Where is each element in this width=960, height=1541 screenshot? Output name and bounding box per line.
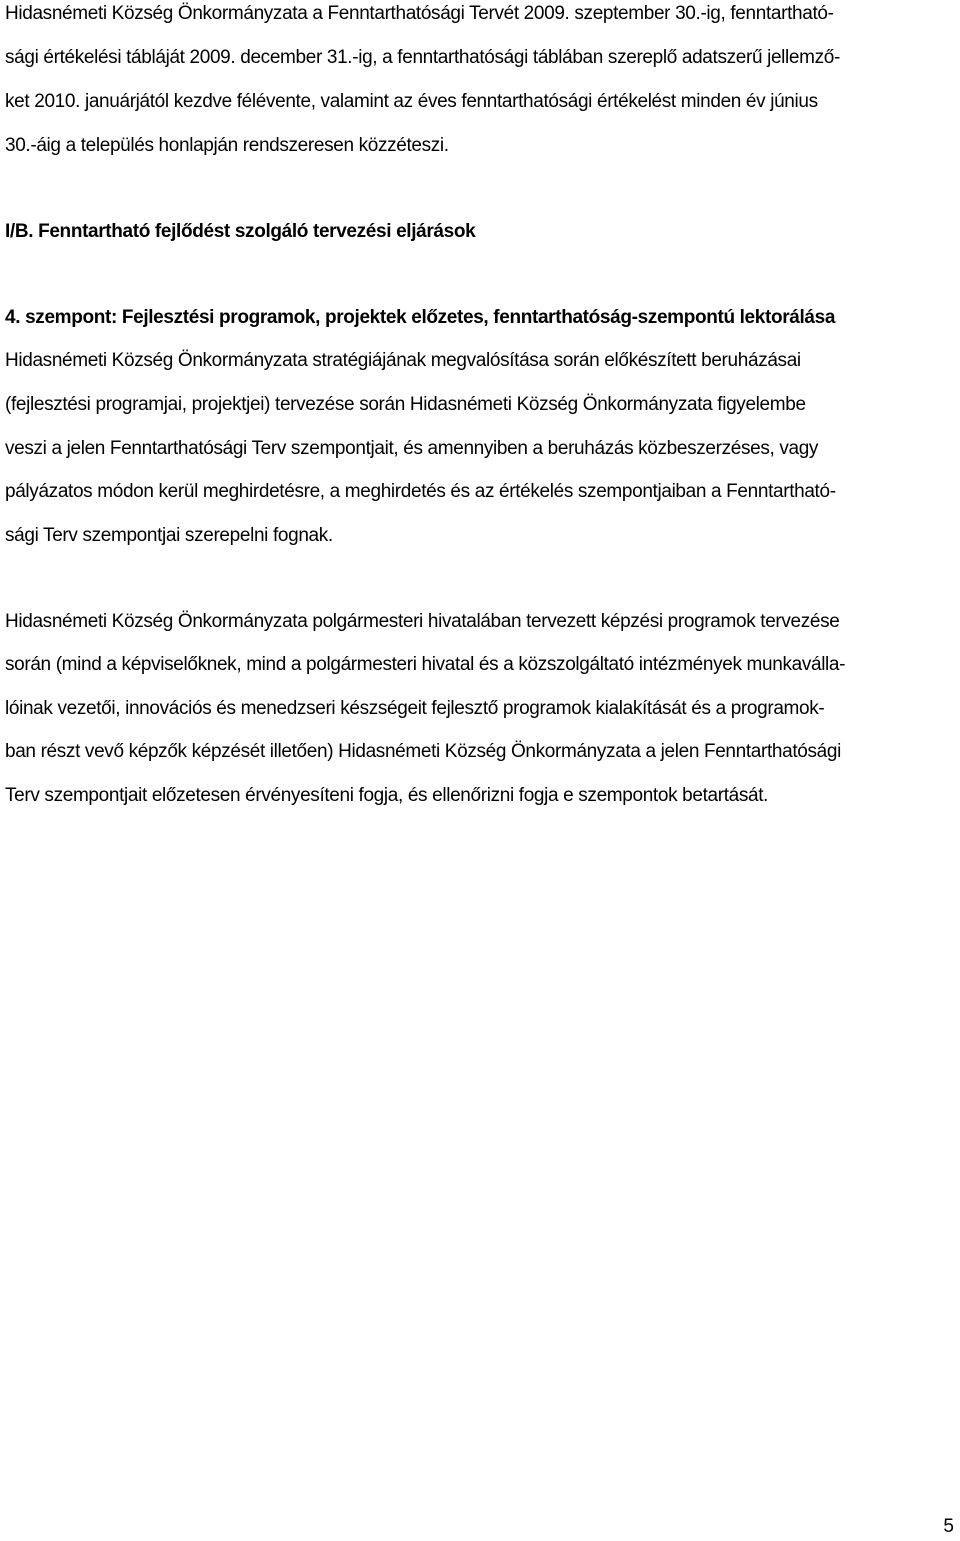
paragraph-line: (fejlesztési programjai, projektjei) tervezése során Hidasnémeti Község Önkormányzata figyelembe <box>5 394 806 415</box>
paragraph-line: pályázatos módon kerül meghirdetésre, a meghirdetés és az értékelés szempontjaiban a Fenntartható- <box>5 481 836 502</box>
paragraph-line: során (mind a képviselőknek, mind a polgármesteri hivatal és a közszolgáltató intézmények munkaválla- <box>5 654 846 675</box>
paragraph-line: sági Terv szempontjai szerepelni fognak. <box>5 525 333 546</box>
paragraph-line: Terv szempontjait előzetesen érvényesíteni fogja, és ellenőrizni fogja e szempontok betartását. <box>5 785 769 806</box>
paragraph-line: ket 2010. januárjától kezdve félévente, valamint az éves fenntarthatósági értékelést minden év június <box>5 91 818 112</box>
paragraph-line: ban részt vevő képzők képzését illetően) Hidasnémeti Község Önkormányzata a jelen Fenntarthatósági <box>5 741 841 762</box>
criterion-heading: 4. szempont: Fejlesztési programok, projektek előzetes, fenntarthatóság-szempontú lektorálása <box>5 307 836 328</box>
paragraph-line: 30.-áig a település honlapján rendszeresen közzéteszi. <box>5 135 449 156</box>
paragraph-line: sági értékelési tábláját 2009. december 31.-ig, a fenntarthatósági táblában szereplő adatszerű jellemző- <box>5 47 840 68</box>
paragraph-line: Hidasnémeti Község Önkormányzata stratégiájának megvalósítása során előkészített beruházásai <box>5 350 801 371</box>
paragraph-line: veszi a jelen Fenntarthatósági Terv szempontjait, és amennyiben a beruházás közbeszerzéses, vagy <box>5 438 819 459</box>
section-heading: I/B. Fenntartható fejlődést szolgáló tervezési eljárások <box>5 221 476 242</box>
paragraph-line: Hidasnémeti Község Önkormányzata a Fenntarthatósági Tervét 2009. szeptember 30.-ig, fenntartható- <box>5 3 834 24</box>
paragraph-line: Hidasnémeti Község Önkormányzata polgármesteri hivatalában tervezett képzési programok tervezése <box>5 611 840 632</box>
page-number: 5 <box>943 1516 954 1537</box>
paragraph-line: lóinak vezetői, innovációs és menedzseri készségeit fejlesztő programok kialakítását és a programok- <box>5 698 825 719</box>
